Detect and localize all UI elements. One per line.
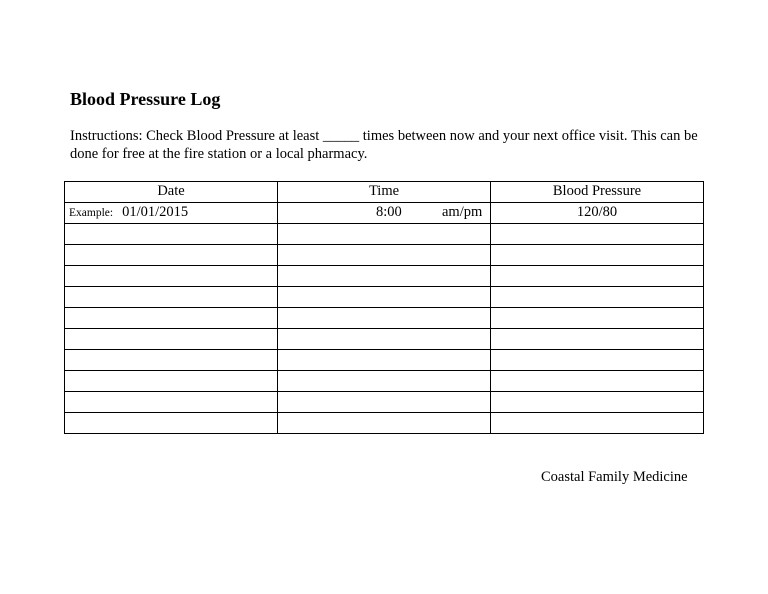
bp-entry-cell[interactable] (491, 350, 704, 371)
time-entry-cell[interactable] (278, 413, 491, 434)
bp-entry-cell[interactable] (491, 329, 704, 350)
date-entry-cell[interactable] (65, 308, 278, 329)
table-row (65, 266, 704, 287)
table-row (65, 245, 704, 266)
time-entry-cell[interactable] (278, 245, 491, 266)
table-row (65, 308, 704, 329)
time-entry-cell[interactable] (278, 329, 491, 350)
clinic-name: Coastal Family Medicine (541, 469, 688, 485)
example-ampm: am/pm (442, 204, 483, 220)
date-entry-cell[interactable] (65, 329, 278, 350)
header-time: Time (278, 182, 491, 203)
table-row (65, 392, 704, 413)
bp-entry-cell[interactable] (491, 308, 704, 329)
table-row (65, 287, 704, 308)
example-bp: 120/80 (491, 203, 704, 224)
date-entry-cell[interactable] (65, 245, 278, 266)
date-entry-cell[interactable] (65, 224, 278, 245)
table-row (65, 350, 704, 371)
example-time: 8:00 (376, 204, 402, 220)
time-entry-cell[interactable] (278, 392, 491, 413)
bp-entry-cell[interactable] (491, 371, 704, 392)
time-entry-cell[interactable] (278, 350, 491, 371)
table-header-row (65, 182, 704, 203)
bp-entry-cell[interactable] (491, 224, 704, 245)
page-title: Blood Pressure Log (70, 89, 221, 109)
date-entry-cell[interactable] (65, 287, 278, 308)
example-time-cell (278, 203, 491, 224)
table-row (65, 224, 704, 245)
example-label: Example: (69, 207, 114, 219)
date-entry-cell[interactable] (65, 266, 278, 287)
header-date: Date (65, 182, 278, 203)
time-entry-cell[interactable] (278, 308, 491, 329)
date-entry-cell[interactable] (65, 371, 278, 392)
time-entry-cell[interactable] (278, 371, 491, 392)
bp-entry-cell[interactable] (491, 392, 704, 413)
bp-entry-cell[interactable] (491, 413, 704, 434)
instructions-text: Instructions: Check Blood Pressure at least _____ times between now and your next office visit. This can be done for free at the fire station or a local pharmacy. (70, 128, 698, 162)
time-entry-cell[interactable] (278, 287, 491, 308)
example-date-cell (65, 203, 278, 224)
time-entry-cell[interactable] (278, 224, 491, 245)
example-date: 01/01/2015 (122, 204, 189, 220)
date-entry-cell[interactable] (65, 413, 278, 434)
bp-entry-cell[interactable] (491, 287, 704, 308)
table-row (65, 413, 704, 434)
blood-pressure-log-table (64, 181, 704, 434)
bp-entry-cell[interactable] (491, 266, 704, 287)
header-blood-pressure: Blood Pressure (491, 182, 704, 203)
time-entry-cell[interactable] (278, 266, 491, 287)
example-row (65, 203, 704, 224)
table-row (65, 329, 704, 350)
date-entry-cell[interactable] (65, 392, 278, 413)
bp-entry-cell[interactable] (491, 245, 704, 266)
date-entry-cell[interactable] (65, 350, 278, 371)
table-row (65, 371, 704, 392)
